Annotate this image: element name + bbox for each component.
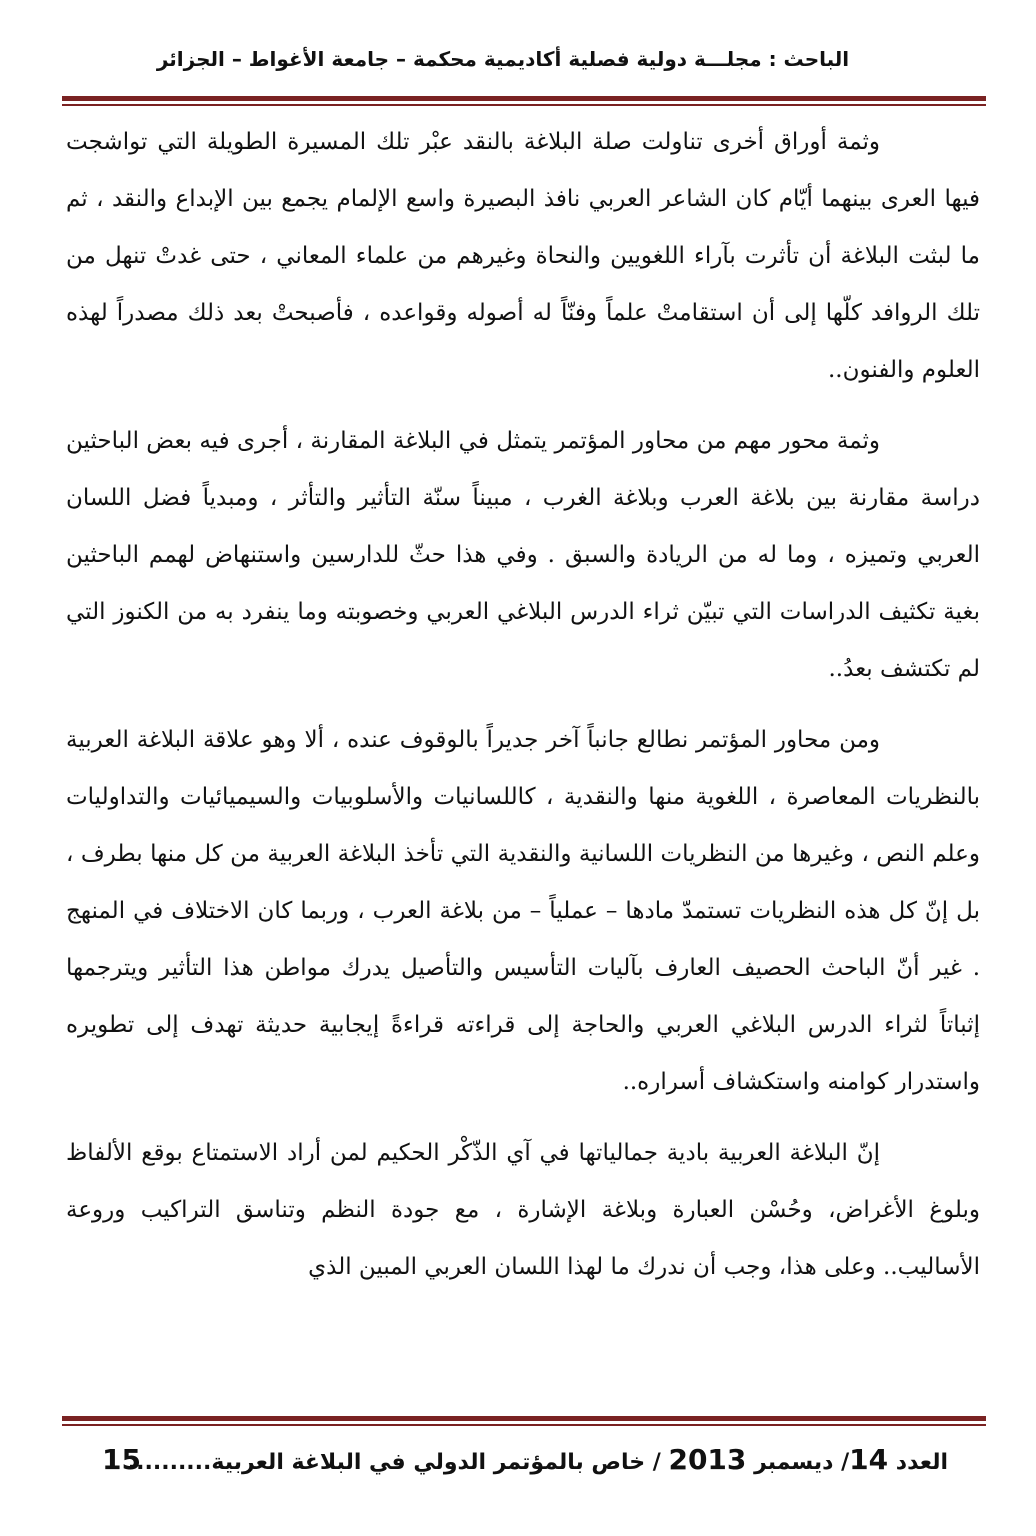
paragraph-4: إنّ البلاغة العربية بادية جمالياتها في آي الذّكْر الحكيم لمن أراد الاستمتاع بوقع الألفاظ وبلوغ الأغراض، وحُسْن العبارة وبلاغة الإشارة ، مع جودة النظم وتناسق التراكيب وروعة الأساليب.. وعلى هذا، وجب أن ندرك ما لهذا اللسان العربي المبين الذي: [66, 1140, 980, 1280]
journal-header: الباحث : مجلـــة دولية فصلية أكاديمية محكمة – جامعة الأغواط – الجزائر: [156, 47, 850, 71]
header-rule-thick: [62, 96, 986, 101]
footer-rule-thin: [62, 1424, 986, 1426]
page-number: 15: [102, 1443, 141, 1476]
article-body: [66, 114, 980, 1310]
issue-year: 2013: [668, 1443, 747, 1476]
issue-month: ديسمبر: [754, 1450, 834, 1475]
paragraph-2: وثمة محور مهم من محاور المؤتمر يتمثل في البلاغة المقارنة ، أجرى فيه بعض الباحثين دراسة مقارنة بين بلاغة العرب وبلاغة الغرب ، مبيناً سنّة التأثير والتأثر ، ومبدياً فضل اللسان العربي وتميزه ، وما له من الريادة والسبق . وفي هذا حثّ للدارسين واستنهاض لهمم الباحثين بغية تكثيف الدراسات التي تبيّن ثراء الدرس البلاغي العربي وخصوبته وما ينفرد به من الكنوز التي لم تكتشف بعدُ..: [66, 428, 980, 682]
issue-number: 14: [849, 1443, 889, 1476]
page-footer: العدد 14/ ديسمبر 2013 / خاص بالمؤتمر الدولي في البلاغة العربية.......... 15: [90, 1440, 948, 1483]
issue-label: العدد: [895, 1450, 948, 1475]
footer-text: خاص بالمؤتمر الدولي في البلاغة العربية..........: [127, 1450, 646, 1475]
paragraph-1: وثمة أوراق أخرى تناولت صلة البلاغة بالنقد عبْر تلك المسيرة الطويلة التي تواشجت فيها العرى بينهما أيّام كان الشاعر العربي نافذ البصيرة واسع الإلمام يجمع بين الإبداع والنقد ، ثم ما لبثت البلاغة أن تأثرت بآراء اللغويين والنحاة وغيرهم من علماء المعاني ، حتى غدتْ تنهل من تلك الروافد كلّها إلى أن استقامتْ علماً وفنّاً له أصوله وقواعده ، فأصبحتْ بعد ذلك مصدراً لهذه العلوم والفنون..: [66, 129, 980, 383]
paragraph-3: ومن محاور المؤتمر نطالع جانباً آخر جديراً بالوقوف عنده ، ألا وهو علاقة البلاغة العربية بالنظريات المعاصرة ، اللغوية منها والنقدية ، كاللسانيات والأسلوبيات والسيميائيات والتداوليات وعلم النص ، وغيرها من النظريات اللسانية والنقدية التي تأخذ البلاغة العربية من كل منها بطرف ، بل إنّ كل هذه النظريات تستمدّ مادها – عملياً – من بلاغة العرب ، وربما كان الاختلاف في المنهج . غير أنّ الباحث الحصيف العارف بآليات التأسيس والتأصيل يدرك مواطن هذا التأثير ويترجمها إثباتاً لثراء الدرس البلاغي العربي والحاجة إلى قراءته قراءةً إيجابية حديثة تهدف إلى تطويره واستدرار كوامنه واستكشاف أسراره..: [66, 727, 980, 1095]
header-rule-thin: [62, 104, 986, 106]
footer-rule-thick: [62, 1416, 986, 1421]
